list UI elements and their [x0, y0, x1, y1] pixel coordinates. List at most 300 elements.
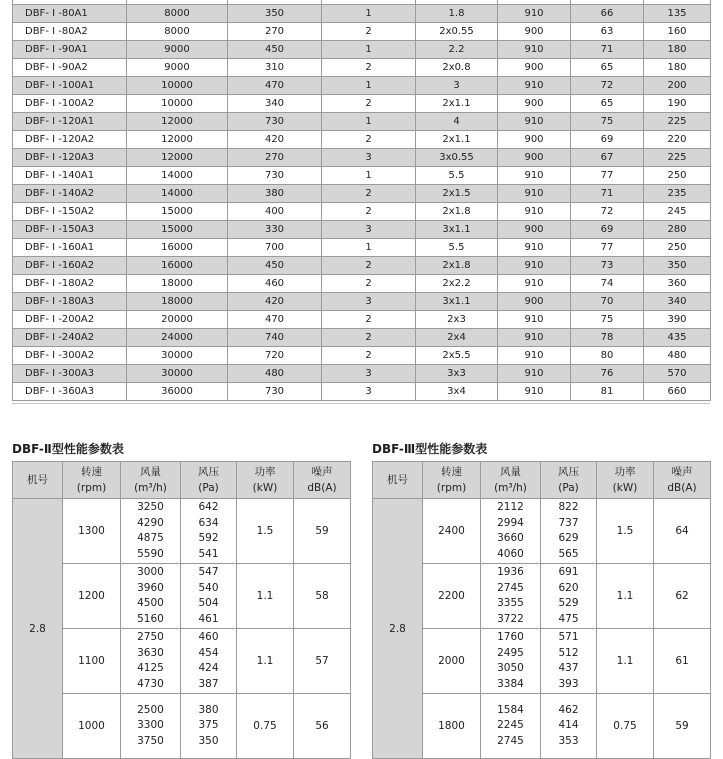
- pressure-cell: [541, 564, 597, 629]
- pressure-value: 454: [198, 646, 219, 659]
- table-cell: 910: [498, 383, 571, 401]
- pressure-value: 393: [558, 677, 579, 690]
- table-cell: DBF- I -360A3: [13, 383, 127, 401]
- table-cell: DBF- I -300A2: [13, 347, 127, 365]
- table-cell: 14000: [127, 185, 228, 203]
- table-cell: DBF- I -200A2: [13, 311, 127, 329]
- pressure-value: 414: [558, 719, 579, 732]
- table-row: [13, 329, 711, 347]
- pressure-value: 380: [198, 703, 219, 716]
- table-cell: 220: [644, 131, 711, 149]
- table-cell: 2x1.5: [416, 185, 498, 203]
- flow-cell: [481, 564, 541, 629]
- table-cell: 235: [644, 185, 711, 203]
- table-cell: 8000: [127, 5, 228, 23]
- table-cell: 3: [322, 293, 416, 311]
- table-cell: 71: [571, 41, 644, 59]
- table-cell: 2x1.8: [416, 257, 498, 275]
- table-cell: 1: [322, 5, 416, 23]
- column-header: [541, 462, 597, 499]
- table-cell: 15000: [127, 221, 228, 239]
- table-cell: 900: [498, 23, 571, 41]
- table-cell: 250: [644, 239, 711, 257]
- model-number-cell: 2.8: [373, 499, 423, 759]
- flow-value: 4730: [137, 677, 164, 690]
- table-cell: 910: [498, 5, 571, 23]
- table-cell: DBF- I -120A1: [13, 113, 127, 131]
- table-cell: 900: [498, 293, 571, 311]
- table-cell: 570: [644, 365, 711, 383]
- table-row: [13, 365, 711, 383]
- table-cell: 9000: [127, 59, 228, 77]
- table-cell: DBF- I -300A3: [13, 365, 127, 383]
- power-cell: 0.75: [237, 694, 294, 759]
- column-header: [294, 462, 351, 499]
- pressure-value: 529: [558, 597, 579, 609]
- column-header: [373, 462, 423, 499]
- table-cell: 36000: [127, 383, 228, 401]
- table-row: [13, 41, 711, 59]
- table-cell: 65: [571, 59, 644, 77]
- pressure-value: 512: [558, 646, 579, 659]
- table-row: [13, 347, 711, 365]
- power-cell: 1.5: [237, 499, 294, 564]
- header-label: 机号: [387, 474, 408, 486]
- table-cell: 73: [571, 257, 644, 275]
- table-cell: 730: [228, 113, 322, 131]
- header-unit: (m³/h): [134, 482, 167, 494]
- table-cell: 2x1.1: [416, 95, 498, 113]
- flow-cell: [121, 629, 181, 694]
- table-row: [13, 59, 711, 77]
- flow-value: 1584: [497, 703, 524, 716]
- column-header: [181, 462, 237, 499]
- table-row: [13, 5, 711, 23]
- rpm-cell: 1200: [63, 564, 121, 629]
- table-cell: 225: [644, 149, 711, 167]
- header-label: 风量: [500, 466, 521, 478]
- rpm-cell: 2200: [423, 564, 481, 629]
- table-row: [13, 113, 711, 131]
- table-cell: 4: [416, 113, 498, 131]
- table-cell: 470: [228, 311, 322, 329]
- rpm-cell: 1000: [63, 694, 121, 759]
- flow-value: 2112: [497, 501, 524, 513]
- table-cell: 69: [571, 131, 644, 149]
- flow-value: 2750: [137, 631, 164, 643]
- table-cell: 2x5.5: [416, 347, 498, 365]
- table-cell: 160: [644, 23, 711, 41]
- table-cell: 8000: [127, 23, 228, 41]
- table-cell: 30000: [127, 347, 228, 365]
- noise-cell: 62: [654, 564, 711, 629]
- table-cell: DBF- I -140A2: [13, 185, 127, 203]
- flow-value: 1760: [497, 631, 524, 643]
- flow-value: 3722: [497, 612, 524, 625]
- table-cell: 1.8: [416, 5, 498, 23]
- table-cell: 14000: [127, 167, 228, 185]
- flow-value: 4500: [137, 597, 164, 609]
- power-cell: 1.5: [597, 499, 654, 564]
- table-cell: 10000: [127, 95, 228, 113]
- flow-value: 2495: [497, 646, 524, 659]
- flow-value: 1936: [497, 566, 524, 578]
- table-cell: DBF- I -160A1: [13, 239, 127, 257]
- flow-cell: [481, 694, 541, 759]
- table-cell: 450: [228, 257, 322, 275]
- table-cell: 2: [322, 185, 416, 203]
- table-cell: 340: [644, 293, 711, 311]
- pressure-cell: [181, 694, 237, 759]
- table-cell: 360: [644, 275, 711, 293]
- table-cell: 910: [498, 203, 571, 221]
- power-cell: 1.1: [597, 564, 654, 629]
- header-unit: dB(A): [307, 482, 337, 494]
- table-cell: 75: [571, 113, 644, 131]
- table-cell: 200: [644, 77, 711, 95]
- flow-value: 5160: [137, 612, 164, 625]
- table-row: [13, 293, 711, 311]
- header-unit: (rpm): [76, 482, 107, 494]
- power-cell: 0.75: [597, 694, 654, 759]
- table-bottom-rule: [12, 403, 710, 404]
- table-cell: 910: [498, 77, 571, 95]
- table-cell: 2x3: [416, 311, 498, 329]
- table-cell: 700: [228, 239, 322, 257]
- table-cell: 910: [498, 239, 571, 257]
- pressure-value: 461: [198, 612, 219, 625]
- table-row: [13, 564, 351, 629]
- table-cell: DBF- I -160A2: [13, 257, 127, 275]
- table-cell: 420: [228, 293, 322, 311]
- table-cell: DBF- I -80A2: [13, 23, 127, 41]
- pressure-value: 475: [558, 612, 579, 625]
- table-cell: 900: [498, 59, 571, 77]
- table-cell: 2: [322, 329, 416, 347]
- table-row: [13, 77, 711, 95]
- table-cell: 720: [228, 347, 322, 365]
- table-cell: 2: [322, 347, 416, 365]
- table-cell: 12000: [127, 131, 228, 149]
- pressure-value: 629: [558, 532, 579, 544]
- table-cell: 3: [416, 77, 498, 95]
- pressure-value: 540: [198, 581, 219, 594]
- pressure-value: 375: [198, 719, 219, 732]
- pressure-value: 424: [198, 662, 219, 674]
- flow-value: 3960: [137, 581, 164, 594]
- table-cell: 3: [322, 383, 416, 401]
- table-cell: 2x4: [416, 329, 498, 347]
- table-cell: DBF- I -180A3: [13, 293, 127, 311]
- table-cell: 910: [498, 167, 571, 185]
- header-unit: (kW): [612, 482, 638, 494]
- table-cell: 435: [644, 329, 711, 347]
- table-cell: 270: [228, 149, 322, 167]
- table-row: [13, 499, 351, 564]
- table-row: [13, 383, 711, 401]
- table-cell: 910: [498, 185, 571, 203]
- table-cell: DBF- I -120A3: [13, 149, 127, 167]
- table-cell: 660: [644, 383, 711, 401]
- header-label: 风量: [140, 466, 161, 478]
- table-cell: 350: [228, 5, 322, 23]
- table-cell: 420: [228, 131, 322, 149]
- flow-value: 3384: [497, 677, 524, 690]
- flow-value: 3660: [497, 532, 524, 544]
- table-cell: 340: [228, 95, 322, 113]
- table-cell: 2: [322, 203, 416, 221]
- flow-value: 2500: [137, 703, 164, 716]
- table-cell: 15000: [127, 203, 228, 221]
- table-cell: 910: [498, 329, 571, 347]
- table-cell: 75: [571, 311, 644, 329]
- table-cell: 2: [322, 59, 416, 77]
- table-cell: 3x1.1: [416, 293, 498, 311]
- noise-cell: 61: [654, 629, 711, 694]
- table-cell: 910: [498, 275, 571, 293]
- pressure-value: 504: [198, 597, 219, 609]
- table-row: [373, 564, 711, 629]
- flow-value: 4060: [497, 547, 524, 560]
- perf-table-2: [12, 461, 351, 759]
- pressure-cell: [181, 629, 237, 694]
- flow-value: 2245: [497, 719, 524, 732]
- noise-cell: 59: [654, 694, 711, 759]
- power-cell: 1.1: [237, 564, 294, 629]
- table-cell: 2: [322, 311, 416, 329]
- table-cell: 460: [228, 275, 322, 293]
- table-cell: 20000: [127, 311, 228, 329]
- table-cell: 380: [228, 185, 322, 203]
- column-header: [481, 462, 541, 499]
- table-cell: 245: [644, 203, 711, 221]
- table-row: [13, 95, 711, 113]
- pressure-value: 571: [558, 631, 579, 643]
- table-cell: 3: [322, 365, 416, 383]
- perf-table-3-title: DBF-Ⅲ型性能参数表: [372, 442, 488, 456]
- table-cell: 270: [228, 23, 322, 41]
- header-label: 转速: [81, 466, 102, 478]
- table-cell: 730: [228, 167, 322, 185]
- table-cell: 69: [571, 221, 644, 239]
- table-cell: 3: [322, 149, 416, 167]
- table-cell: 2: [322, 275, 416, 293]
- pressure-value: 620: [558, 581, 579, 594]
- perf-table-2-title: DBF-Ⅱ型性能参数表: [12, 442, 124, 456]
- table-cell: 12000: [127, 113, 228, 131]
- flow-cell: [121, 564, 181, 629]
- table-cell: 480: [228, 365, 322, 383]
- table-cell: 730: [228, 383, 322, 401]
- table-row: [373, 629, 711, 694]
- flow-cell: [481, 629, 541, 694]
- table-cell: 18000: [127, 275, 228, 293]
- table-cell: 190: [644, 95, 711, 113]
- table-cell: 900: [498, 131, 571, 149]
- table-cell: DBF- I -80A1: [13, 5, 127, 23]
- table-cell: 12000: [127, 149, 228, 167]
- table-row: [13, 221, 711, 239]
- table-row: [13, 23, 711, 41]
- table-cell: 1: [322, 239, 416, 257]
- table-cell: 74: [571, 275, 644, 293]
- pressure-cell: [181, 499, 237, 564]
- table-cell: 5.5: [416, 167, 498, 185]
- table-row: [13, 629, 351, 694]
- flow-value: 2745: [497, 734, 524, 747]
- pressure-value: 387: [198, 677, 219, 690]
- flow-value: 5590: [137, 547, 164, 560]
- flow-cell: [481, 499, 541, 564]
- table-cell: 910: [498, 365, 571, 383]
- table-cell: 310: [228, 59, 322, 77]
- table-cell: 30000: [127, 365, 228, 383]
- table-cell: 910: [498, 257, 571, 275]
- table-cell: 330: [228, 221, 322, 239]
- table-cell: 180: [644, 41, 711, 59]
- table-row: [13, 694, 351, 759]
- table-cell: 67: [571, 149, 644, 167]
- flow-value: 2994: [497, 516, 524, 529]
- header-label: 功率: [614, 466, 636, 478]
- table-cell: DBF- I -90A2: [13, 59, 127, 77]
- fan-spec-table: [12, 0, 711, 401]
- table-cell: 2.2: [416, 41, 498, 59]
- table-cell: 63: [571, 23, 644, 41]
- pressure-value: 691: [558, 566, 579, 578]
- table-cell: 910: [498, 347, 571, 365]
- table-row: [13, 275, 711, 293]
- header-row: [13, 462, 351, 499]
- table-row: [13, 185, 711, 203]
- table-cell: 400: [228, 203, 322, 221]
- table-cell: 2x0.55: [416, 23, 498, 41]
- table-row: [373, 499, 711, 564]
- flow-value: 4875: [137, 532, 164, 544]
- header-unit: (m³/h): [494, 482, 527, 494]
- table-cell: 2: [322, 95, 416, 113]
- table-cell: 18000: [127, 293, 228, 311]
- table-cell: 66: [571, 5, 644, 23]
- noise-cell: 59: [294, 499, 351, 564]
- pressure-cell: [541, 629, 597, 694]
- table-cell: 80: [571, 347, 644, 365]
- table-cell: 77: [571, 239, 644, 257]
- pressure-value: 462: [558, 703, 579, 716]
- pressure-value: 541: [198, 547, 219, 560]
- header-unit: dB(A): [667, 482, 697, 494]
- header-label: 机号: [27, 474, 48, 486]
- rpm-cell: 1300: [63, 499, 121, 564]
- table-cell: 180: [644, 59, 711, 77]
- flow-value: 3250: [137, 501, 164, 513]
- flow-value: 4290: [137, 516, 164, 529]
- table-cell: 740: [228, 329, 322, 347]
- header-unit: (kW): [252, 482, 278, 494]
- flow-value: 4125: [137, 662, 164, 674]
- table-cell: 16000: [127, 239, 228, 257]
- column-header: [654, 462, 711, 499]
- column-header: [13, 462, 63, 499]
- power-cell: 1.1: [597, 629, 654, 694]
- table-row: [13, 257, 711, 275]
- table-cell: 910: [498, 311, 571, 329]
- table-cell: 3: [322, 221, 416, 239]
- table-cell: 2: [322, 257, 416, 275]
- column-header: [121, 462, 181, 499]
- power-cell: 1.1: [237, 629, 294, 694]
- flow-value: 3050: [497, 662, 524, 674]
- table-cell: 2x2.2: [416, 275, 498, 293]
- table-cell: DBF- I -120A2: [13, 131, 127, 149]
- table-cell: 16000: [127, 257, 228, 275]
- table-cell: 72: [571, 203, 644, 221]
- table-cell: DBF- I -140A1: [13, 167, 127, 185]
- table-cell: DBF- I -150A3: [13, 221, 127, 239]
- table-cell: 900: [498, 95, 571, 113]
- table-cell: 390: [644, 311, 711, 329]
- pressure-value: 547: [198, 566, 219, 578]
- pressure-value: 737: [558, 516, 579, 529]
- table-cell: 1: [322, 167, 416, 185]
- table-cell: 280: [644, 221, 711, 239]
- table-cell: 2x1.1: [416, 131, 498, 149]
- pressure-value: 460: [198, 631, 219, 643]
- rpm-cell: 2400: [423, 499, 481, 564]
- table-cell: DBF- I -150A2: [13, 203, 127, 221]
- table-cell: 350: [644, 257, 711, 275]
- table-cell: 3x0.55: [416, 149, 498, 167]
- header-label: 噪声: [671, 466, 693, 478]
- table-cell: 72: [571, 77, 644, 95]
- table-cell: 5.5: [416, 239, 498, 257]
- table-cell: 76: [571, 365, 644, 383]
- header-row: [373, 462, 711, 499]
- header-unit: (Pa): [558, 482, 579, 494]
- table-cell: 70: [571, 293, 644, 311]
- table-cell: 2x1.8: [416, 203, 498, 221]
- pressure-cell: [181, 564, 237, 629]
- pressure-value: 437: [558, 662, 579, 674]
- header-label: 功率: [254, 466, 276, 478]
- table-cell: DBF- I -100A2: [13, 95, 127, 113]
- table-cell: 910: [498, 41, 571, 59]
- header-label: 噪声: [311, 466, 333, 478]
- pressure-value: 350: [198, 734, 219, 747]
- flow-value: 3750: [137, 734, 164, 747]
- perf-table-3: [372, 461, 711, 759]
- table-cell: 77: [571, 167, 644, 185]
- header-unit: (Pa): [198, 482, 219, 494]
- rpm-cell: 1800: [423, 694, 481, 759]
- flow-value: 2745: [497, 581, 524, 594]
- table-cell: 65: [571, 95, 644, 113]
- header-label: 风压: [198, 466, 219, 478]
- noise-cell: 56: [294, 694, 351, 759]
- column-header: [423, 462, 481, 499]
- pressure-cell: [541, 499, 597, 564]
- table-cell: 24000: [127, 329, 228, 347]
- table-row: [13, 239, 711, 257]
- table-row: [13, 167, 711, 185]
- pressure-value: 592: [198, 532, 219, 544]
- flow-value: 3355: [497, 597, 524, 609]
- pressure-cell: [541, 694, 597, 759]
- flow-cell: [121, 694, 181, 759]
- noise-cell: 64: [654, 499, 711, 564]
- model-number-cell: 2.8: [13, 499, 63, 759]
- flow-value: 3630: [137, 646, 164, 659]
